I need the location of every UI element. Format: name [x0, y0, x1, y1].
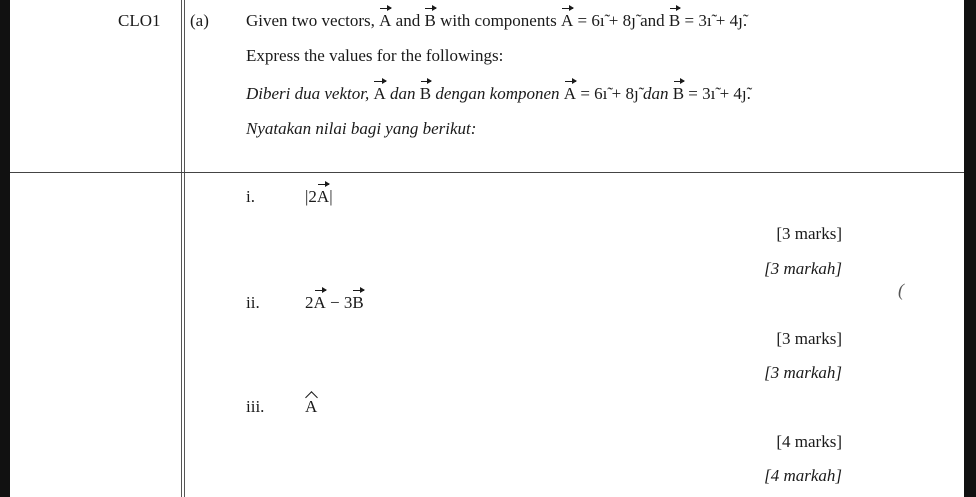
item-number: ii.: [246, 293, 260, 312]
unit-vector-a-symbol: A: [305, 397, 318, 416]
vector-a-symbol: A: [316, 187, 330, 206]
vector-b-symbol: B: [424, 11, 436, 30]
column-divider-2: [184, 0, 185, 497]
row-divider: [10, 172, 964, 173]
vector-a-symbol: A: [563, 84, 577, 103]
item-expression: 2A − 3B: [305, 293, 364, 312]
item-expression: [305, 398, 317, 415]
vector-b-components: = 3ı̃ + 4ȷ̃.: [688, 84, 751, 103]
question-en-line-1: Given two vectors, A and B with components A = 6ı̃ + 8ȷ̃ and B = 3ı̃ + 4ȷ̃.: [246, 11, 748, 30]
vector-a-symbol: A: [379, 11, 392, 30]
marks-ms: [3 markah]: [764, 259, 842, 278]
right-frame-border: [964, 0, 976, 497]
item-expression: |2A|: [305, 187, 333, 206]
vector-b-components: = 3ı̃ + 4ȷ̃.: [684, 11, 748, 30]
left-frame-border: [0, 0, 10, 497]
vector-a-components: = 6ı̃ + 8ȷ̃: [577, 11, 636, 30]
question-ms-express: Nyatakan nilai bagi yang berikut:: [246, 119, 477, 138]
question-ms-line-1: Diberi dua vektor, A dan B dengan komponen A = 6ı̃ + 8ȷ̃ dan B = 3ı̃ + 4ȷ̃.: [246, 84, 751, 103]
question-en-express: Express the values for the followings:: [246, 46, 504, 65]
vector-b-symbol: B: [672, 84, 685, 103]
vector-a-symbol: A: [560, 11, 574, 30]
marks-ms: [3 markah]: [764, 363, 842, 382]
vector-b-symbol: B: [419, 84, 432, 103]
pen-annotation: (: [898, 280, 904, 300]
marks-ms: [4 markah]: [764, 466, 842, 485]
vector-a-symbol: A: [313, 293, 326, 312]
column-divider-1: [181, 0, 182, 497]
vector-a-components: = 6ı̃ + 8ȷ̃: [580, 84, 639, 103]
item-number: i.: [246, 187, 255, 206]
part-label: (a): [190, 11, 209, 30]
item-number: iii.: [246, 397, 265, 416]
marks-en: [3 marks]: [776, 224, 842, 243]
marks-en: [3 marks]: [776, 329, 842, 348]
vector-a-symbol: A: [373, 84, 386, 103]
marks-en: [4 marks]: [776, 432, 842, 451]
clo-label: CLO1: [118, 11, 161, 30]
vector-b-symbol: B: [668, 11, 681, 30]
vector-b-symbol: B: [352, 293, 364, 312]
